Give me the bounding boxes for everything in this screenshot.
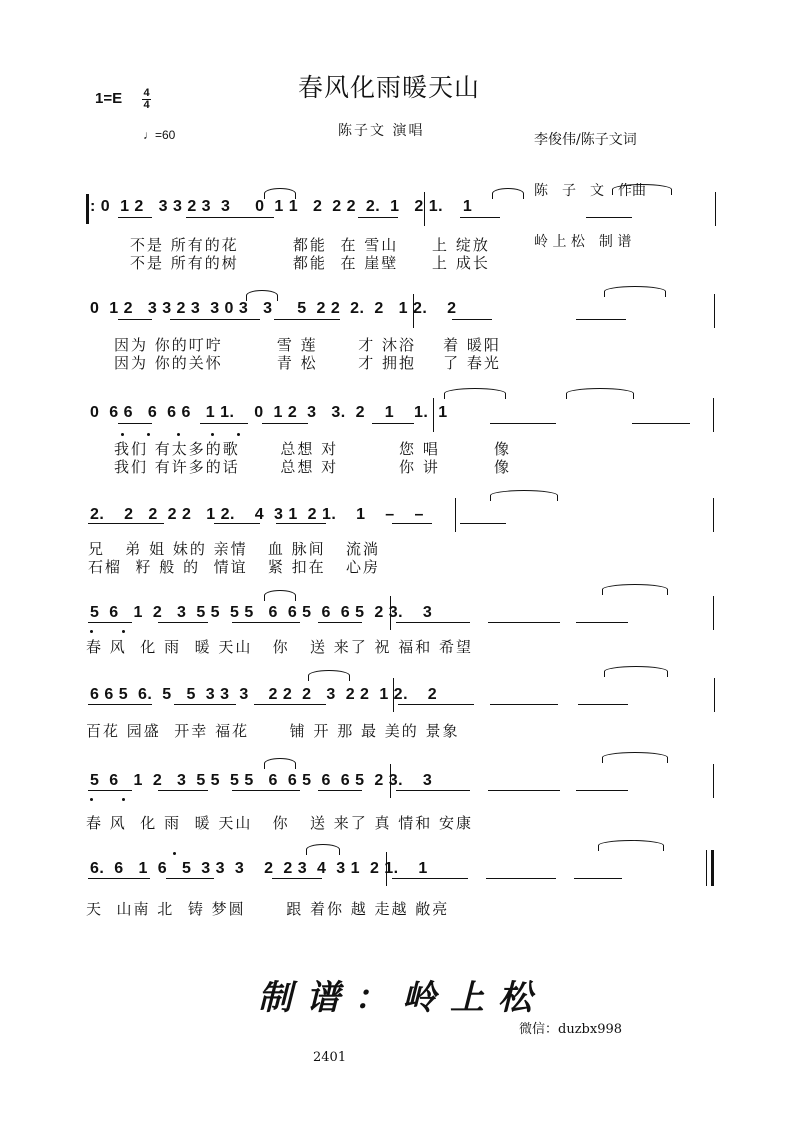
beam bbox=[118, 319, 152, 320]
octave-dot-below bbox=[147, 433, 150, 436]
beam bbox=[318, 622, 362, 623]
beam bbox=[232, 790, 300, 791]
beam bbox=[158, 622, 208, 623]
beam bbox=[576, 790, 628, 791]
beam bbox=[372, 423, 414, 424]
beam bbox=[232, 622, 300, 623]
barline bbox=[413, 294, 414, 328]
lyric-line: 我们 有许多的话 总想 对 你 讲 像 bbox=[114, 458, 511, 476]
time-signature-bottom: 4 bbox=[143, 99, 150, 111]
beam bbox=[486, 878, 556, 879]
beam bbox=[576, 319, 626, 320]
barline bbox=[715, 192, 716, 226]
beam bbox=[576, 622, 628, 623]
lyricist-credit: 李俊伟/陈子文词 bbox=[534, 132, 637, 148]
slur bbox=[444, 388, 506, 399]
credits-block bbox=[534, 98, 646, 268]
notation-line: 5 6 1 2 3 5 5 5 5 6 6 5 6 6 5 2 3. 3 bbox=[90, 772, 433, 789]
slur bbox=[246, 290, 278, 301]
transcriber-signature: 制谱：岭上松 bbox=[258, 978, 546, 1018]
wechat-contact: 微信：duzbx998 bbox=[519, 1022, 623, 1037]
song-title: 春风化雨暖天山 bbox=[298, 73, 481, 102]
slur bbox=[492, 188, 524, 199]
beam bbox=[88, 622, 132, 623]
lyric-line: 百花 园盛 开幸 福花 铺 开 那 最 美的 景象 bbox=[86, 722, 460, 740]
barline bbox=[433, 398, 434, 432]
barline bbox=[386, 852, 387, 886]
beam bbox=[488, 622, 560, 623]
beam bbox=[158, 790, 208, 791]
slur bbox=[602, 752, 668, 763]
barline bbox=[390, 596, 391, 630]
notation-line: 0 6 6 6 6 6 1 1. 0 1 2 3 3. 2 1 1. 1 bbox=[90, 404, 448, 421]
slur bbox=[604, 286, 666, 297]
beam bbox=[174, 704, 236, 705]
lyric-line: 因为 你的叮咛 雪 莲 才 沐浴 着 暖阳 bbox=[114, 336, 501, 354]
beam bbox=[274, 319, 340, 320]
lyric-line: 天 山南 北 铸 梦圆 跟 着你 越 走越 敞亮 bbox=[86, 900, 450, 918]
beam bbox=[452, 319, 492, 320]
notation-line: 5 6 1 2 3 5 5 5 5 6 6 5 6 6 5 2 3. 3 bbox=[90, 604, 433, 621]
beam bbox=[214, 523, 260, 524]
slur bbox=[264, 758, 296, 769]
composer-credit: 陈 子 文 作曲 bbox=[534, 183, 646, 199]
beam bbox=[460, 217, 500, 218]
slur bbox=[598, 840, 664, 851]
transcriber-credit: 岭 上 松 制 谱 bbox=[534, 234, 632, 250]
slur bbox=[604, 666, 668, 677]
octave-dot-below bbox=[90, 798, 93, 801]
octave-dot-below bbox=[121, 433, 124, 436]
beam bbox=[574, 878, 622, 879]
lyric-line: 兄 弟 姐 妹的 亲情 血 脉间 流淌 bbox=[88, 540, 380, 558]
beam bbox=[392, 523, 432, 524]
beam bbox=[272, 878, 322, 879]
beam bbox=[396, 790, 470, 791]
time-signature bbox=[142, 88, 151, 111]
beam bbox=[88, 878, 150, 879]
beam bbox=[392, 878, 468, 879]
singer-credit: 陈子文 演唱 bbox=[338, 123, 425, 139]
beam bbox=[262, 423, 308, 424]
barline bbox=[455, 498, 456, 532]
beam bbox=[170, 319, 260, 320]
beam bbox=[88, 790, 132, 791]
octave-dot-below bbox=[122, 798, 125, 801]
slur bbox=[602, 584, 668, 595]
beam bbox=[398, 704, 474, 705]
lyric-line: 因为 你的关怀 青 松 才 拥抱 了 春光 bbox=[114, 354, 501, 372]
slur bbox=[490, 490, 558, 501]
octave-dot-below bbox=[177, 433, 180, 436]
lyric-line: 不是 所有的树 都能 在 崖壁 上 成长 bbox=[130, 254, 490, 272]
notation-line: 6 6 5 6. 5 5 3 3 3 2 2 2 3 2 2 1 2. 2 bbox=[90, 686, 438, 703]
barline bbox=[714, 294, 715, 328]
beam bbox=[396, 622, 470, 623]
beam bbox=[358, 217, 398, 218]
octave-dot-below bbox=[211, 433, 214, 436]
slur bbox=[308, 670, 350, 681]
beam bbox=[254, 704, 326, 705]
octave-dot-below bbox=[122, 630, 125, 633]
notation-line: 0 1 2 3 3 2 3 3 0 3 3 5 2 2 2. 2 1 2. 2 bbox=[90, 300, 457, 317]
lyric-line: 不是 所有的花 都能 在 雪山 上 绽放 bbox=[130, 236, 490, 254]
final-barline-thin bbox=[706, 850, 707, 886]
beam bbox=[488, 790, 560, 791]
barline bbox=[713, 398, 714, 432]
beam bbox=[490, 704, 558, 705]
octave-dot-above bbox=[173, 852, 176, 855]
beam bbox=[632, 423, 690, 424]
beam bbox=[88, 704, 152, 705]
barline bbox=[713, 764, 714, 798]
beam bbox=[318, 790, 362, 791]
tempo-marking: ♩=60 bbox=[143, 128, 176, 142]
beam bbox=[276, 523, 326, 524]
notation-line: 2. 2 2 2 2 1 2. 4 3 1 2 1. 1 – – bbox=[90, 506, 424, 523]
barline bbox=[713, 498, 714, 532]
slur bbox=[264, 590, 296, 601]
lyric-line: 春 风 化 雨 暖 天山 你 送 来了 真 情和 安康 bbox=[86, 814, 474, 832]
lyric-line: 石榴 籽 般 的 情谊 紧 扣在 心房 bbox=[88, 558, 380, 576]
slur bbox=[306, 844, 340, 855]
barline bbox=[424, 192, 425, 226]
notation-line: : 0 1 2 3 3 2 3 3 0 1 1 2 2 2 2. 1 2 1. 1 bbox=[90, 198, 473, 215]
barline bbox=[713, 596, 714, 630]
final-barline-thick bbox=[711, 850, 714, 886]
barline bbox=[393, 678, 394, 712]
barline bbox=[714, 678, 715, 712]
time-signature-top: 4 bbox=[143, 87, 150, 99]
slur bbox=[264, 188, 296, 199]
beam bbox=[200, 423, 248, 424]
lyric-line: 春 风 化 雨 暖 天山 你 送 来了 祝 福和 希望 bbox=[86, 638, 474, 656]
beam bbox=[118, 217, 152, 218]
octave-dot-below bbox=[237, 433, 240, 436]
slur bbox=[566, 388, 634, 399]
notation-line: 6. 6 1 6 5 3 3 3 2 2 3 4 3 1 2 1. 1 bbox=[90, 860, 428, 877]
beam bbox=[586, 217, 632, 218]
barline bbox=[390, 764, 391, 798]
repeat-start-barline bbox=[86, 194, 89, 224]
beam bbox=[88, 523, 164, 524]
beam bbox=[490, 423, 556, 424]
page-number: 2401 bbox=[313, 1050, 347, 1065]
beam bbox=[578, 704, 628, 705]
beam bbox=[460, 523, 506, 524]
slur bbox=[612, 184, 672, 195]
beam bbox=[186, 217, 274, 218]
beam bbox=[118, 423, 152, 424]
lyric-line: 我们 有太多的歌 总想 对 您 唱 像 bbox=[114, 440, 511, 458]
key-signature: 1=E bbox=[95, 90, 123, 107]
beam bbox=[166, 878, 214, 879]
octave-dot-below bbox=[90, 630, 93, 633]
